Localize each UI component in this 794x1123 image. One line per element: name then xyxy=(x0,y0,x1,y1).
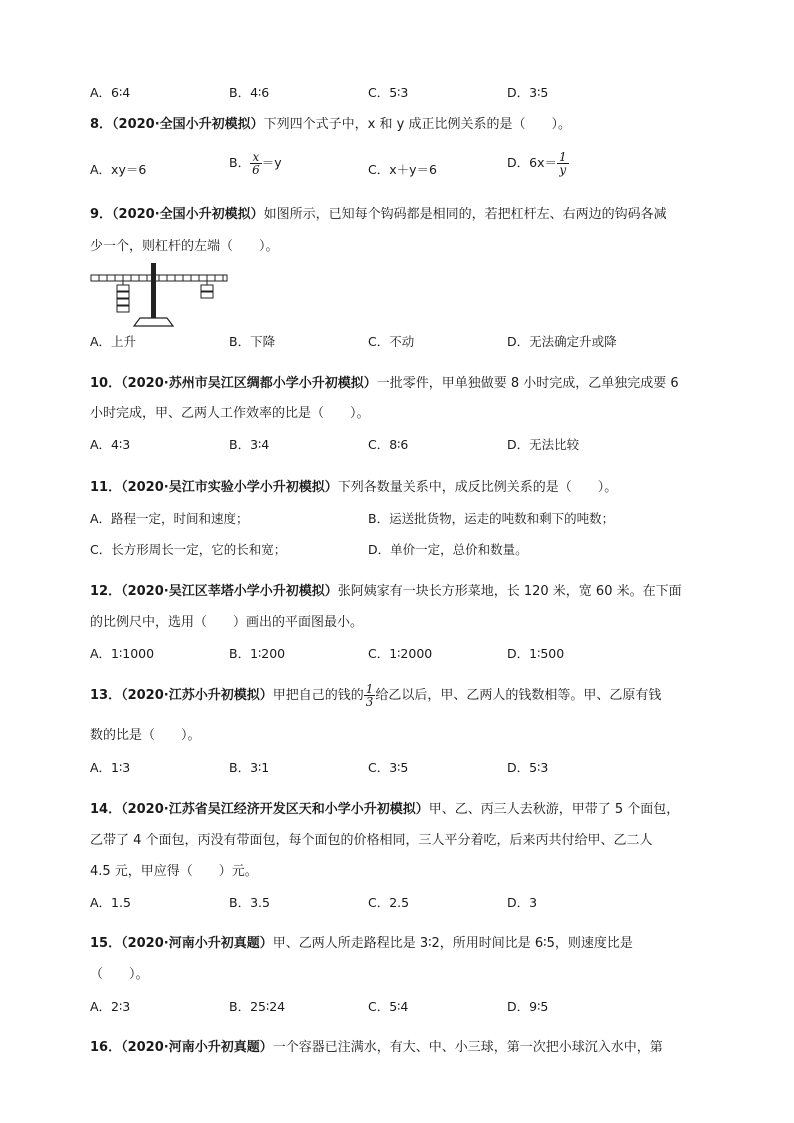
q10-stem-line2: 小时完成，甲、乙两人工作效率的比是（ ）。 xyxy=(90,406,370,421)
q15-stem-line2: （ ）。 xyxy=(90,967,149,982)
q8-option-d: D．6x＝ $\frac{1}{y}$ xyxy=(507,150,567,177)
q11-option-a: A．路程一定，时间和速度； xyxy=(90,511,249,526)
q7-option-b: B．4∶6 xyxy=(229,85,270,100)
q14-option-c: C．2.5 xyxy=(368,895,410,910)
q13-number: 13． xyxy=(90,688,122,703)
q13-option-c: C．3∶5 xyxy=(368,760,409,775)
q14-text1: 甲、乙、丙三人去秋游，甲带了 5 个面包， xyxy=(428,802,680,817)
q8-option-c: C．x＋y＝6 xyxy=(368,162,437,177)
q7-option-d: D．3∶5 xyxy=(507,85,549,100)
q11-source: （2020·吴江市实验小学小升初模拟） xyxy=(121,480,338,495)
q8-option-a: A．xy＝6 xyxy=(90,162,147,177)
q7-option-c: C．5∶3 xyxy=(368,85,409,100)
q14-source: （2020·江苏省吴江经济开发区天和小学小升初模拟） xyxy=(121,802,429,817)
q9-stem-line2: 少一个，则杠杆的左端（ ）。 xyxy=(90,239,279,254)
q12-source: （2020·吴江区莘塔小学小升初模拟） xyxy=(121,584,338,599)
q14-option-a: A．1.5 xyxy=(90,895,131,910)
q12-stem-line2: 的比例尺中，选用（ ）画出的平面图最小。 xyxy=(90,615,364,630)
q13-option-d: D．5∶3 xyxy=(507,760,549,775)
q15-option-b: B．25∶24 xyxy=(229,999,286,1014)
q10-source: （2020·苏州市吴江区绸都小学小升初模拟） xyxy=(121,376,377,391)
q9-number: 9． xyxy=(90,207,113,222)
q14-stem-line1 xyxy=(90,801,679,819)
q8-fraction-b: $\frac{x}{6}$ xyxy=(252,150,260,177)
q12-stem-line1 xyxy=(90,583,682,601)
q11-text: 下列各数量关系中，成反比例关系的是（ ）。 xyxy=(337,480,618,495)
q14-stem-line3: 4.5 元，甲应得（ ）元。 xyxy=(90,864,258,879)
q12-text1: 张阿姨家有一块长方形菜地，长 120 米，宽 60 米。在下面 xyxy=(337,584,682,599)
q8-text: 下列四个式子中，x 和 y 成正比例关系的是（ ）。 xyxy=(263,117,571,132)
q11-option-d: D．单价一定，总价和数量。 xyxy=(368,542,528,557)
q15-number: 15． xyxy=(90,936,122,951)
q15-option-d: D．9∶5 xyxy=(507,999,549,1014)
q9-text1: 如图所示，已知每个钩码都是相同的，若把杠杆左、右两边的钩码各减 xyxy=(263,207,667,222)
q12-option-c: C．1∶2000 xyxy=(368,646,433,661)
q16-stem xyxy=(90,1039,663,1057)
q10-option-a: A．4∶3 xyxy=(90,437,131,452)
q9-stem-line1 xyxy=(90,206,667,224)
q9-option-d: D．无法确定升或降 xyxy=(507,334,617,349)
q11-option-c: C．长方形周长一定，它的长和宽； xyxy=(90,542,287,557)
q7-option-a: A．6∶4 xyxy=(90,85,131,100)
q12-option-a: A．1∶1000 xyxy=(90,646,155,661)
q13-fraction: $\frac{1}{3}$ xyxy=(365,682,374,709)
q8-source: （2020·全国小升初模拟） xyxy=(112,117,264,132)
q12-option-b: B．1∶200 xyxy=(229,646,286,661)
q15-text1: 甲、乙两人所走路程比是 3∶2，所用时间比是 6∶5，则速度比是 xyxy=(272,936,633,951)
q8-option-b: B． $\frac{x}{6}$ ＝y xyxy=(229,150,282,177)
q12-number: 12． xyxy=(90,584,122,599)
q9-option-c: C．不动 xyxy=(368,334,415,349)
q15-stem-line1 xyxy=(90,935,633,953)
q16-text: 一个容器已注满水，有大、中、小三球，第一次把小球沉入水中，第 xyxy=(272,1040,663,1055)
q15-option-c: C．5∶4 xyxy=(368,999,409,1014)
q10-option-c: C．8∶6 xyxy=(368,437,409,452)
q11-number: 11． xyxy=(90,480,122,495)
q13-stem-line1: 13．（2020·江苏小升初模拟）甲把自己的钱的 $\frac{1}{3}$ 给乙以后，甲、乙两人的钱数相等。甲、乙原有钱 xyxy=(90,682,662,709)
q14-option-d: D．3 xyxy=(507,895,538,910)
q10-text1: 一批零件，甲单独做要 8 小时完成，乙单独完成要 6 xyxy=(376,376,679,391)
q11-option-b: B．运送批货物，运走的吨数和剩下的吨数； xyxy=(368,511,615,526)
q8-number: 8． xyxy=(90,117,113,132)
q11-stem xyxy=(90,479,617,497)
q14-number: 14． xyxy=(90,802,122,817)
q10-number: 10． xyxy=(90,376,122,391)
q13-stem-line2: 数的比是（ ）。 xyxy=(90,728,201,743)
q9-option-b: B．下降 xyxy=(229,334,276,349)
q14-stem-line2: 乙带了 4 个面包，丙没有带面包，每个面包的价格相同，三人平分着吃，后来丙共付给甲、乙二人 xyxy=(90,833,653,848)
q16-source: （2020·河南小升初真题） xyxy=(121,1040,273,1055)
q8-stem xyxy=(90,116,571,134)
q13-option-b: B．3∶1 xyxy=(229,760,270,775)
q16-number: 16． xyxy=(90,1040,122,1055)
q8-fraction-d: $\frac{1}{y}$ xyxy=(558,150,567,177)
lever-balance-figure xyxy=(90,263,230,327)
q10-option-b: B．3∶4 xyxy=(229,437,270,452)
q15-source: （2020·河南小升初真题） xyxy=(121,936,273,951)
q13-option-a: A．1∶3 xyxy=(90,760,131,775)
q9-option-a: A．上升 xyxy=(90,334,137,349)
q14-option-b: B．3.5 xyxy=(229,895,270,910)
q13-source: （2020·江苏小升初模拟） xyxy=(121,688,273,703)
q10-option-d: D．无法比较 xyxy=(507,437,580,452)
q9-source: （2020·全国小升初模拟） xyxy=(112,207,264,222)
q10-stem-line1 xyxy=(90,375,679,393)
q12-option-d: D．1∶500 xyxy=(507,646,565,661)
q15-option-a: A．2∶3 xyxy=(90,999,131,1014)
